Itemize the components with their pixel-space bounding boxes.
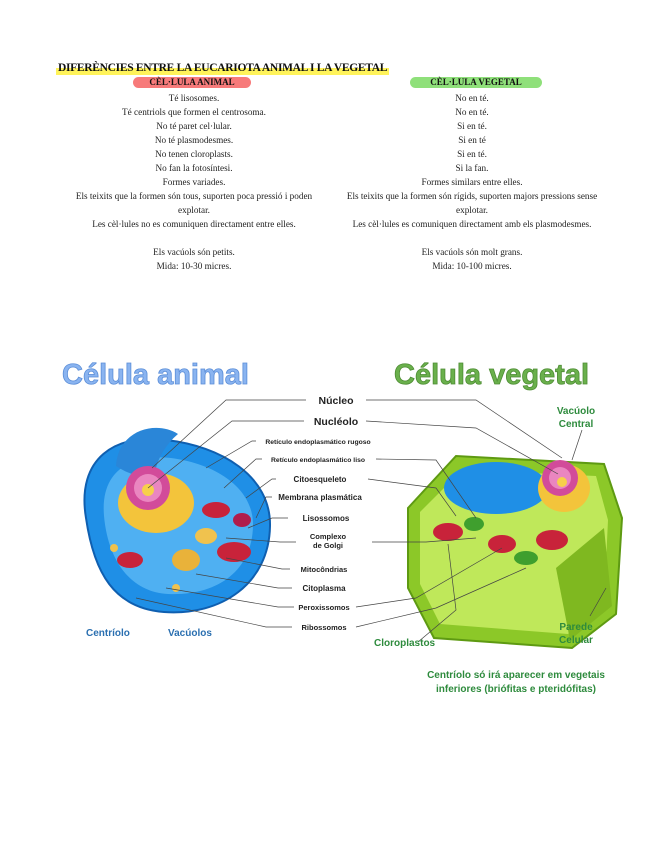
animal-traits-column	[62, 91, 326, 273]
label-lisossomos: Lisossomos	[302, 514, 350, 523]
animal-trait: Les cèl·lules no es comuniquen directament entre elles.	[92, 219, 296, 229]
animal-trait: Mida: 10-30 micres.	[156, 261, 232, 271]
vegetal-trait: Si en té.	[457, 121, 487, 131]
label-vacuolo-central-2: Central	[558, 419, 594, 430]
vegetal-trait: Mida: 10-100 micres.	[432, 261, 512, 271]
animal-trait: Els vacúols són petits.	[153, 247, 235, 257]
vegetal-trait: Si la fan.	[455, 163, 489, 173]
vegetal-trait: Les cèl·lules es comuniquen directament amb els plasmodesmes.	[352, 219, 592, 229]
animal-trait: No tenen cloroplasts.	[155, 149, 233, 159]
centriolo-note-line-2: inferiores (briófitas e pteridófitas)	[435, 684, 597, 695]
vegetal-cell-drawing	[408, 456, 622, 648]
label-mitocondrias: Mitocôndrias	[300, 565, 348, 574]
animal-trait: No té plasmodesmes.	[154, 135, 234, 145]
label-vacuolo-central-1: Vacúolo	[556, 406, 596, 417]
animal-trait: Té lisosomes.	[168, 93, 220, 103]
label-golgi-2: de Golgi	[313, 541, 343, 550]
label-peroxissomos: Peroxissomos	[298, 603, 350, 612]
animal-cell-title: Célula animal	[62, 359, 249, 391]
label-nucleolo: Nucléolo	[313, 416, 359, 428]
animal-trait: No fan la fotosíntesi.	[155, 163, 233, 173]
label-golgi-1: Complexo	[309, 532, 347, 541]
vegetal-trait: No en té.	[455, 93, 489, 103]
animal-cell-drawing	[84, 428, 270, 612]
page-title: DIFERÈNCIES ENTRE LA EUCARIOTA ANIMAL I LA VEGETAL	[58, 62, 388, 74]
vegetal-column-header: CÈL·LULA VEGETAL	[410, 77, 542, 88]
label-cloroplastos: Cloroplastos	[374, 638, 436, 649]
label-parede-2: Celular	[559, 635, 593, 646]
vegetal-cell-title: Célula vegetal	[394, 359, 590, 391]
label-nucleo: Núcleo	[318, 395, 354, 407]
label-rel: Retículo endoplasmático liso	[270, 457, 366, 464]
label-ribossomos: Ribossomos	[301, 623, 347, 632]
animal-column-header: CÈL·LULA ANIMAL	[133, 77, 251, 88]
cell-comparison-illustration	[56, 348, 628, 700]
animal-trait: Els teixits que la formen són tous, suporten poca pressió i poden explotar.	[75, 191, 313, 215]
vegetal-trait: Formes similars entre elles.	[421, 177, 523, 187]
centriolo-note-line-1: Centríolo só irá aparecer em vegetais	[427, 670, 605, 681]
vegetal-trait: Si en té	[458, 135, 486, 145]
label-membrana: Membrana plasmática	[278, 493, 362, 502]
label-citoplasma: Citoplasma	[302, 584, 346, 593]
vegetal-traits-column	[330, 91, 614, 273]
vegetal-trait: Si en té.	[457, 149, 487, 159]
label-rer: Retículo endoplasmático rugoso	[265, 439, 371, 446]
vegetal-trait: No en té.	[455, 107, 489, 117]
vegetal-trait: Els teixits que la formen són rígids, suporten majors pressions sense explotar.	[346, 191, 598, 215]
vegetal-trait: Els vacúols són molt grans.	[421, 247, 523, 257]
label-vacuolos: Vacúolos	[168, 628, 212, 639]
animal-trait: Formes variades.	[162, 177, 226, 187]
animal-trait: No té paret cel·lular.	[156, 121, 232, 131]
animal-trait: Té centriols que formen el centrosoma.	[122, 107, 266, 117]
label-citoesqueleto: Citoesqueleto	[293, 475, 347, 484]
label-parede-1: Parede	[559, 622, 593, 633]
label-centriolo: Centríolo	[86, 628, 130, 639]
